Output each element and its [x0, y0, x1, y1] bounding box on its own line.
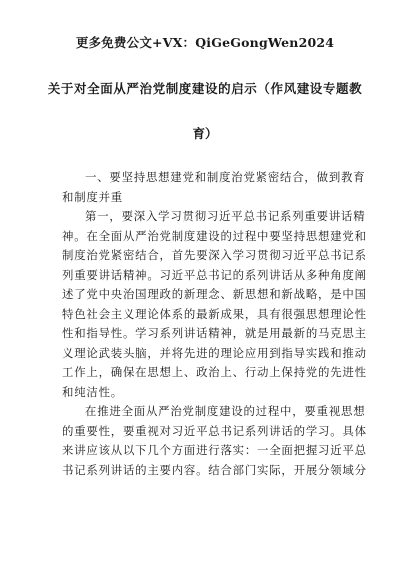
body-line: 和纯洁性。: [62, 384, 123, 399]
body-line: 在推进全面从严治党制度建设的过程中，要重视思想: [85, 404, 366, 418]
body-line: 述了党中央治国理政的新理念、新思想和新战略，是中国: [62, 287, 367, 301]
promo-header: 更多免费公文+VX：QiGeGongWen2024: [75, 35, 335, 50]
body-line: 工作上，确保在思想上、政治上、行动上保持党的先进性: [62, 365, 367, 379]
body-line: 和制度并重: [62, 189, 123, 204]
body-line: 一、要坚持思想建党和制度治党紧密结合，做到教育: [85, 170, 366, 184]
body-line: 性和指导性。学习系列讲话精神，就是用最新的马克思主: [62, 326, 367, 340]
body-line: 特色社会主义理论体系的最新成果，具有很强思想理论性: [62, 306, 367, 321]
body-line: 来讲应该从以下几个方面进行落实：一全面把握习近平总: [62, 443, 367, 457]
body-line: 第一，要深入学习贯彻习近平总书记系列重要讲话精: [85, 209, 366, 223]
body-line: 义理论武装头脑，并将先进的理论应用到指导实践和推动: [62, 345, 367, 360]
body-line: 列重要讲话精神。习近平总书记的系列讲话从多种角度阐: [62, 267, 367, 282]
page-bottom-fade: [0, 558, 410, 580]
body-line: 书记系列讲话的主要内容。结合部门实际，开展分领域分: [62, 462, 367, 477]
document-title-line-1: 关于对全面从严治党制度建设的启示（作风建设专题教: [47, 81, 363, 96]
body-line: 制度治党紧密结合，首先要深入学习贯彻习近平总书记系: [62, 248, 367, 262]
document-body: [62, 168, 367, 480]
document-title-line-2: 育）: [192, 126, 218, 141]
body-line: 神。在全面从严治党制度建设的过程中要坚持思想建党和: [62, 228, 367, 243]
body-line: 的重要性，要重视对习近平总书记系列讲话的学习。具体: [62, 423, 367, 438]
